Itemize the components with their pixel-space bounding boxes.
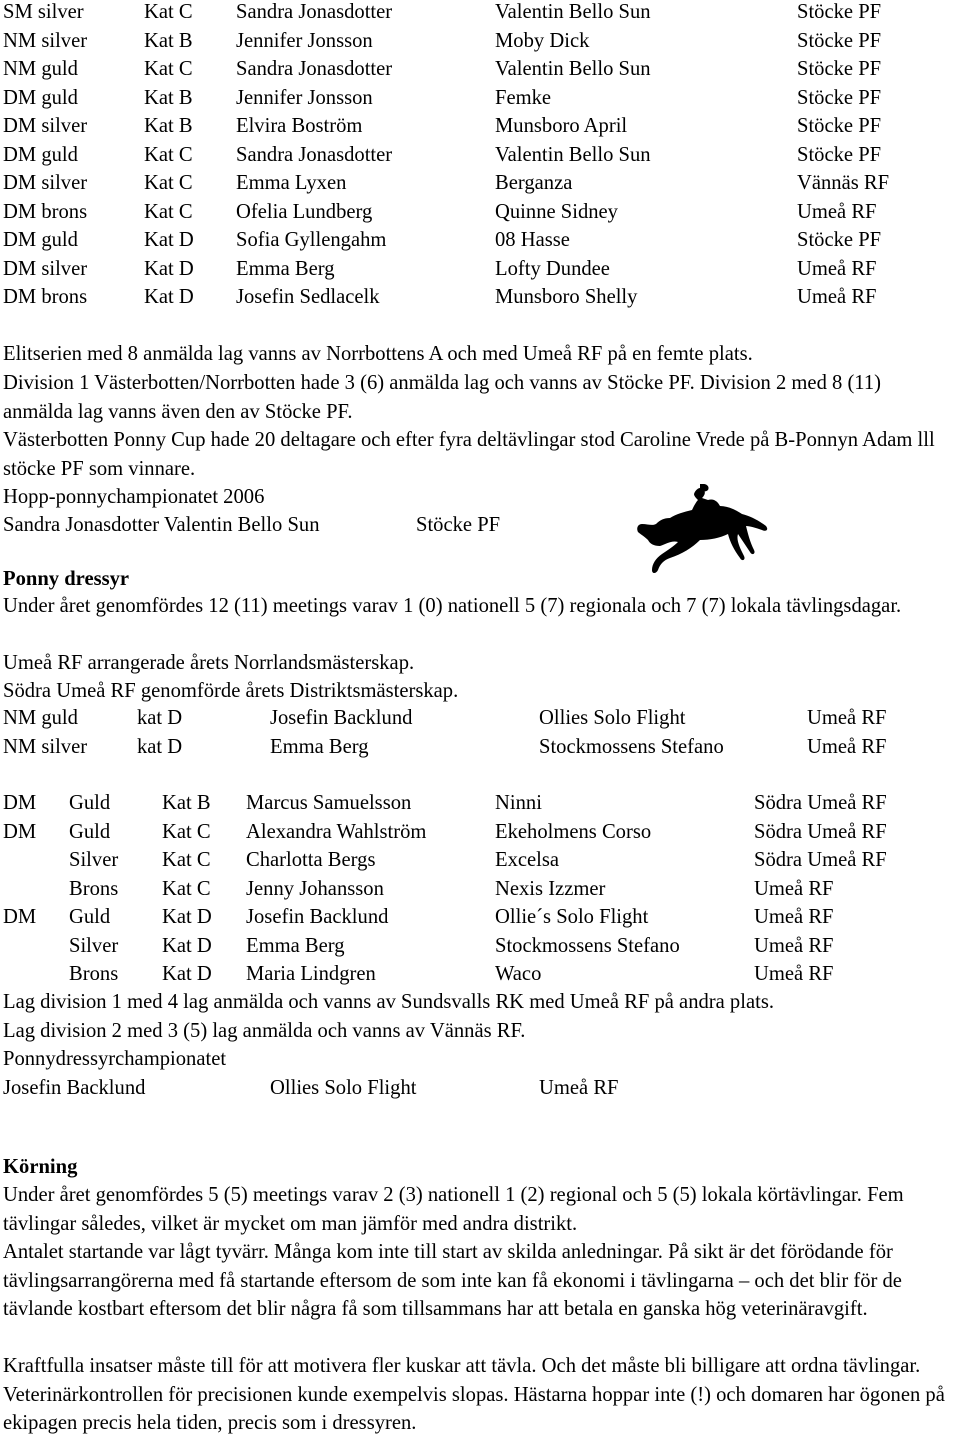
horse: Ollies Solo Flight: [270, 1077, 417, 1099]
rider: Josefin Backlund: [3, 1077, 146, 1099]
medal: DM silver: [3, 172, 88, 194]
medal: SM silver: [3, 1, 84, 23]
medal: Guld: [69, 906, 111, 928]
club: Umeå RF: [797, 200, 877, 223]
club: Umeå RF: [797, 286, 877, 308]
club: Stöcke PF: [797, 86, 882, 109]
category: Kat D: [162, 906, 212, 928]
horse: Lofty Dundee: [495, 257, 610, 280]
rider: Charlotta Bergs: [246, 849, 376, 871]
category: Kat C: [144, 172, 193, 194]
korning-participants-paragraph: Antalet startande var lågt tyvärr. Många kom inte till start av skilda anledningar. På sikt är det förödande för tävlingsarrangörerna med få startande eftersom de som inte kan få ekonomi i tävlingarna – och det blir för de tävlande kostbart eftersom det blir några få som tillsammans har att betala en ganska hög veterinäravgift.: [3, 1241, 902, 1321]
category: Kat B: [144, 29, 193, 52]
category: kat D: [137, 735, 183, 758]
rider: Jennifer Jonsson: [236, 86, 373, 109]
category: Kat B: [144, 115, 193, 137]
ponny-cup-paragraph: Västerbotten Ponny Cup hade 20 deltagare och efter fyra deltävlingar stod Caroline Vrede på B-Ponnyn Adam lll stöcke PF som vinnare.: [3, 429, 935, 480]
rider: Emma Berg: [270, 735, 369, 758]
category: Kat D: [144, 286, 194, 308]
table-row: [3, 789, 953, 818]
horse: Berganza: [495, 172, 573, 194]
nm-results-table: [0, 704, 960, 764]
table-row: [3, 704, 953, 733]
medal: DM silver: [3, 257, 88, 280]
dressyr-heading: Ponny dressyr: [3, 568, 130, 590]
medal: NM silver: [3, 29, 88, 52]
category: Kat C: [162, 877, 211, 900]
table-row: [3, 112, 953, 141]
hopp-champion-rider: Sandra Jonasdotter Valentin Bello Sun: [3, 514, 320, 536]
category: Kat C: [144, 200, 193, 223]
horse: Stockmossens Stefano: [495, 934, 680, 957]
championship: DM: [3, 820, 37, 843]
lag-division-1-paragraph: Lag division 1 med 4 lag anmälda och vanns av Sundsvalls RK med Umeå RF på andra plats.: [3, 991, 774, 1013]
rider: Alexandra Wahlström: [246, 820, 427, 843]
rider: Maria Lindgren: [246, 963, 376, 985]
table-row: [3, 0, 953, 27]
club: Södra Umeå RF: [754, 820, 887, 843]
horse: Nexis Izzmer: [495, 877, 606, 900]
rider: Emma Lyxen: [236, 172, 347, 194]
rider: Josefin Backlund: [246, 906, 389, 928]
medal: Guld: [69, 792, 111, 814]
club: Umeå RF: [754, 934, 834, 957]
category: Kat B: [144, 86, 193, 109]
horse: Moby Dick: [495, 29, 590, 52]
championship: DM: [3, 792, 37, 814]
championship: DM: [3, 906, 37, 928]
rider: Jennifer Jonsson: [236, 29, 373, 52]
club: Stöcke PF: [797, 58, 882, 80]
club: Umeå RF: [754, 906, 834, 928]
club: Södra Umeå RF: [754, 792, 887, 814]
category: Kat C: [144, 1, 193, 23]
horse: Valentin Bello Sun: [495, 1, 651, 23]
division-paragraph: Division 1 Västerbotten/Norrbotten hade 3 (6) anmälda lag och vanns av Stöcke PF. Division 2 med 8 (11) anmälda lag vanns även den av Stöcke PF.: [3, 372, 881, 423]
table-row: [3, 733, 953, 762]
table-row: [3, 283, 953, 312]
club: Stöcke PF: [797, 115, 882, 137]
category: Kat C: [162, 849, 211, 871]
medal: NM guld: [3, 707, 78, 729]
club: Södra Umeå RF: [754, 849, 887, 871]
horse: Stockmossens Stefano: [539, 735, 724, 758]
rider: Marcus Samuelsson: [246, 792, 412, 814]
club: Umeå RF: [754, 963, 834, 985]
club: Stöcke PF: [797, 229, 882, 251]
category: Kat C: [144, 58, 193, 80]
table-row: [3, 932, 953, 961]
table-row: [3, 903, 953, 932]
table-row: [3, 141, 953, 170]
horse: Valentin Bello Sun: [495, 143, 651, 166]
table-row: [3, 84, 953, 113]
rider: Ofelia Lundberg: [236, 200, 373, 223]
category: Kat C: [144, 143, 193, 166]
medal: DM brons: [3, 200, 88, 223]
table-row: [3, 960, 953, 989]
medal: Silver: [69, 849, 119, 871]
horse: Ollie´s Solo Flight: [495, 906, 649, 928]
medal: Brons: [69, 963, 119, 985]
medal: DM brons: [3, 286, 88, 308]
rider: Jenny Johansson: [246, 877, 384, 900]
club: Umeå RF: [754, 877, 834, 900]
club: Stöcke PF: [797, 1, 882, 23]
category: Kat D: [162, 963, 212, 985]
category: kat D: [137, 707, 183, 729]
table-row: [3, 55, 953, 84]
jumping-horse-icon: [636, 484, 770, 580]
medal: Guld: [69, 820, 111, 843]
dm-results-table: [0, 789, 960, 994]
club: Umeå RF: [807, 735, 887, 758]
table-row: [3, 255, 953, 284]
medal: Brons: [69, 877, 119, 900]
medal: NM guld: [3, 58, 78, 80]
horse: Valentin Bello Sun: [495, 58, 651, 80]
category: Kat D: [144, 229, 194, 251]
korning-efforts-paragraph: Kraftfulla insatser måste till för att motivera fler kuskar att tävla. Och det måste bli billigare att ordna tävlingar. Veterinärkontrollen för precisionen kunde exempelvis slopas. Hästarna hoppar inte (!) och domaren har ögonen på ekipagen precis hela tiden, precis som i dressyren.: [3, 1355, 945, 1435]
category: Kat B: [162, 792, 211, 814]
table-row: [3, 198, 953, 227]
dressyr-champion-row: [3, 1074, 953, 1103]
hopp-champion-club: Stöcke PF: [416, 514, 501, 536]
medal: DM silver: [3, 115, 88, 137]
medal: DM guld: [3, 143, 78, 166]
club: Umeå RF: [797, 257, 877, 280]
rider: Emma Berg: [246, 934, 345, 957]
rider: Sandra Jonasdotter: [236, 1, 393, 23]
table-row: [3, 226, 953, 255]
table-row: [3, 875, 953, 904]
category: Kat D: [162, 934, 212, 957]
rider: Sofia Gyllengahm: [236, 229, 387, 251]
dressyr-championship-title: Ponnydressyrchampionatet: [3, 1048, 227, 1070]
results-table-top: [0, 0, 960, 320]
club: Stöcke PF: [797, 29, 882, 52]
category: Kat C: [162, 820, 211, 843]
korning-meetings-paragraph: Under året genomfördes 5 (5) meetings varav 2 (3) nationell 1 (2) regional och 5 (5) lokala körtävlingar. Fem tävlingar således, vilket är mycket om man jämför med andra distrikt.: [3, 1184, 904, 1235]
elitserien-paragraph: Elitserien med 8 anmälda lag vanns av Norrbottens A och med Umeå RF på en femte plats.: [3, 343, 753, 365]
table-row: [3, 27, 953, 56]
club: Umeå RF: [807, 707, 887, 729]
table-row: [3, 846, 953, 875]
dressyr-norrland-paragraph: Umeå RF arrangerade årets Norrlandsmästerskap.: [3, 652, 415, 674]
medal: Silver: [69, 934, 119, 957]
rider: Josefin Backlund: [270, 707, 413, 729]
horse: Ekeholmens Corso: [495, 820, 652, 843]
horse: Munsboro April: [495, 115, 628, 137]
horse: 08 Hasse: [495, 229, 570, 251]
medal: DM guld: [3, 229, 78, 251]
horse: Ollies Solo Flight: [539, 707, 686, 729]
horse: Ninni: [495, 792, 542, 814]
dressyr-meetings-paragraph: Under året genomfördes 12 (11) meetings varav 1 (0) nationell 5 (7) regionala och 7 (7) lokala tävlingsdagar.: [3, 595, 902, 617]
rider: Elvira Boström: [236, 115, 363, 137]
horse: Waco: [495, 963, 542, 985]
rider: Sandra Jonasdotter: [236, 143, 393, 166]
rider: Josefin Sedlacelk: [236, 286, 380, 308]
horse: Munsboro Shelly: [495, 286, 638, 308]
table-row: [3, 169, 953, 198]
club: Stöcke PF: [797, 143, 882, 166]
hopp-championship-title: Hopp-ponnychampionatet 2006: [3, 486, 265, 508]
club: Vännäs RF: [797, 172, 890, 194]
rider: Emma Berg: [236, 257, 335, 280]
lag-division-2-paragraph: Lag division 2 med 3 (5) lag anmälda och vanns av Vännäs RF.: [3, 1020, 526, 1042]
dressyr-district-paragraph: Södra Umeå RF genomförde årets Distriktsmästerskap.: [3, 680, 459, 702]
club: Umeå RF: [539, 1077, 619, 1099]
horse: Quinne Sidney: [495, 200, 618, 223]
medal: NM silver: [3, 735, 88, 758]
medal: DM guld: [3, 86, 78, 109]
korning-heading: Körning: [3, 1156, 78, 1178]
table-row: [3, 818, 953, 847]
rider: Sandra Jonasdotter: [236, 58, 393, 80]
horse: Excelsa: [495, 849, 560, 871]
category: Kat D: [144, 257, 194, 280]
horse: Femke: [495, 86, 552, 109]
